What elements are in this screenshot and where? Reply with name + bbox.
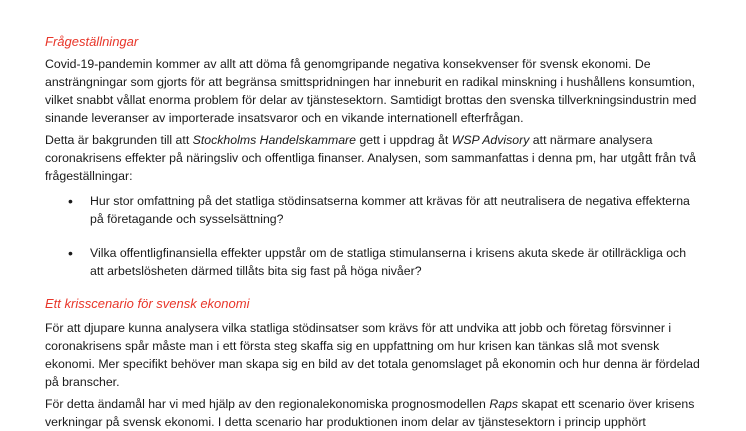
paragraph-intro: Covid-19-pandemin kommer av allt att döma få genomgripande negativa konsekvenser för svensk ekonomi. De ansträngningar som gjorts för att begränsa smittspridningen har inneburit en radikal minskning i hushållens konsumtion, vilket snabbt vållat enorma problem för delar av tjänstesektorn. Samtidigt brottas den svenska tillverkningsindustrin med sinande leveranser av importerade insatsvaror och en vikande internationell efterfrågan. — [45, 57, 697, 125]
paragraph-krisscenario: För att djupare kunna analysera vilka statliga stödinsatser som krävs för att undvika att jobb och företag försvinner i coronakrisens spår måste man i ett första steg skaffa sig en uppfattning om hur krisen kan tänkas slå mot svensk ekonomi. Mer specifikt behöver man skapa sig en bild av det totala genomslaget på ekonomin och hur denna är fördelad på branscher. — [45, 321, 700, 389]
bullet-marker: • — [68, 245, 73, 261]
paragraph-raps-text-2: skapat ett scenario över krisens verkningar på svensk ekonomi. I detta scenario har produktionen inom delar av tjänstesektorn i princip upphört — [45, 397, 695, 429]
bullet-marker: • — [68, 193, 73, 209]
section-heading-fragestallningar: Frågeställningar — [45, 34, 139, 49]
model-raps: Raps — [489, 397, 519, 411]
section-heading-krisscenario: Ett krisscenario för svensk ekonomi — [45, 296, 250, 311]
org-stockholms-handelskammare: Stockholms Handelskammare — [192, 133, 356, 147]
paragraph-raps-text-1: För detta ändamål har vi med hjälp av den regionalekonomiska prognosmodellen — [45, 397, 490, 411]
paragraph-background-text-2: gett i uppdrag åt — [356, 133, 452, 147]
paragraph-background — [45, 131, 705, 185]
paragraph-raps-model — [45, 395, 705, 431]
paragraph-background-text-1: Detta är bakgrunden till att — [45, 133, 193, 147]
paragraph-background-text-3: att närmare analysera coronakrisens effekter på näringsliv och offentliga finanser. Analysen, som sammanfattas i denna pm, har utgått från två frågeställningar: — [45, 133, 696, 183]
bullet-item-1: Hur stor omfattning på det statliga stödinsatserna kommer att krävas för att neutralisera de negativa effekterna på företagande och sysselsättning? — [90, 194, 690, 226]
bullet-item-2: Vilka offentligfinansiella effekter uppstår om de statliga stimulanserna i krisens akuta skede är otillräckliga och att arbetslösheten därmed tillåts bita sig fast på höga nivåer? — [90, 246, 687, 278]
org-wsp-advisory: WSP Advisory — [451, 133, 530, 147]
